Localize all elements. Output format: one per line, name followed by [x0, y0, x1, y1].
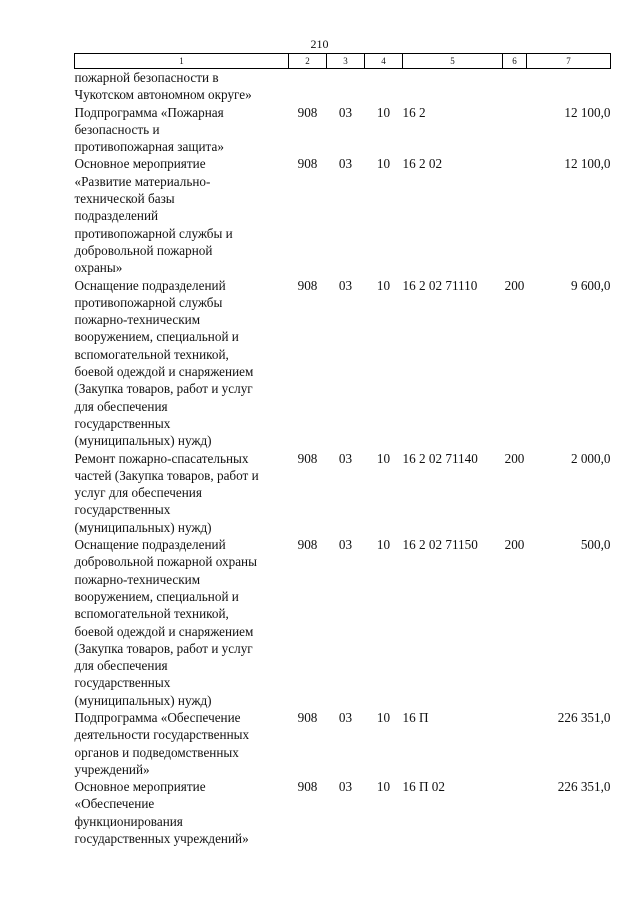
description-line: пожарной безопасности в [74, 70, 219, 85]
table-row [75, 536, 611, 709]
description-line: вспомогательной техникой, [74, 346, 229, 362]
description-line: охраны» [74, 260, 123, 276]
row-description [75, 536, 289, 709]
row-description [75, 104, 289, 156]
row-subsection-code: 10 [376, 537, 391, 553]
row-description [75, 277, 289, 450]
row-amount: 226 351,0 [557, 709, 611, 725]
column-header-6: 6 [503, 54, 527, 69]
description-line: органов и подведомственных [74, 744, 239, 760]
description-line: услуг для обеспечения [74, 485, 202, 501]
row-ministry-code: 908 [297, 779, 318, 795]
column-header-2: 2 [289, 54, 327, 69]
column-number-row [75, 54, 611, 69]
row-section-code: 03 [338, 709, 353, 725]
table-row [75, 69, 611, 104]
description-line: пожарно-техническим [74, 571, 201, 587]
row-ministry-code: 908 [297, 709, 318, 725]
row-subsection-code: 10 [376, 450, 391, 466]
row-expense-type: 200 [504, 277, 525, 293]
row-amount: 226 351,0 [557, 779, 611, 795]
row-description [75, 155, 289, 276]
table-row [75, 709, 611, 778]
description-line: Подпрограмма «Пожарная [74, 104, 224, 120]
row-subsection-code [365, 69, 403, 104]
description-line: добровольной пожарной [74, 242, 213, 258]
description-line: учреждений» [74, 761, 150, 777]
row-expense-type [503, 709, 527, 778]
description-line: «Развитие материально- [74, 173, 211, 189]
description-line: деятельности государственных [74, 727, 250, 743]
row-target-article [403, 69, 503, 104]
row-expense-type [503, 778, 527, 847]
row-section-code: 03 [338, 779, 353, 795]
table-row [75, 277, 611, 450]
description-line: технической базы [74, 191, 175, 207]
table-body [75, 69, 611, 848]
description-line: добровольной пожарной охраны [74, 554, 257, 570]
description-line: (муниципальных) нужд) [74, 519, 212, 535]
row-amount: 12 100,0 [564, 156, 611, 172]
row-target-article: 16 2 [402, 104, 426, 120]
description-line: вооружением, специальной и [74, 329, 239, 345]
row-ministry-code [289, 69, 327, 104]
row-ministry-code: 908 [297, 277, 318, 293]
table-row [75, 104, 611, 156]
row-target-article: 16 П [402, 709, 429, 725]
row-section-code: 03 [338, 104, 353, 120]
description-line: государственных учреждений» [74, 831, 249, 847]
description-line: (муниципальных) нужд) [74, 433, 212, 449]
row-subsection-code: 10 [376, 779, 391, 795]
description-line: Оснащение подразделений [74, 537, 226, 553]
row-expense-type [503, 104, 527, 156]
row-subsection-code: 10 [376, 709, 391, 725]
row-amount: 2 000,0 [570, 450, 611, 466]
row-section-code: 03 [338, 537, 353, 553]
description-line: противопожарная защита» [74, 139, 224, 155]
description-line: Подпрограмма «Обеспечение [74, 709, 241, 725]
description-line: боевой одеждой и снаряжением [74, 623, 254, 639]
row-description [75, 778, 289, 847]
row-ministry-code: 908 [297, 156, 318, 172]
description-line: «Обеспечение [74, 796, 155, 812]
table-row [75, 155, 611, 276]
row-amount: 9 600,0 [570, 277, 611, 293]
description-line: вооружением, специальной и [74, 588, 239, 604]
description-line: Чукотском автономном округе» [74, 87, 252, 103]
row-section-code: 03 [338, 156, 353, 172]
description-line: государственных [74, 675, 171, 691]
row-expense-type: 200 [504, 450, 525, 466]
row-subsection-code: 10 [376, 104, 391, 120]
row-section-code: 03 [338, 277, 353, 293]
description-line: функционирования [74, 813, 183, 829]
row-subsection-code: 10 [376, 277, 391, 293]
description-line: (Закупка товаров, работ и услуг [74, 640, 253, 656]
column-header-5: 5 [403, 54, 503, 69]
description-line: для обеспечения [74, 398, 168, 414]
description-line: противопожарной службы и [74, 225, 233, 241]
description-line: частей (Закупка товаров, работ и [74, 467, 259, 483]
row-ministry-code: 908 [297, 450, 318, 466]
row-description [75, 450, 289, 536]
description-line: государственных [74, 415, 171, 431]
description-line: Основное мероприятие [74, 779, 206, 795]
description-line: подразделений [74, 208, 159, 224]
description-line: Оснащение подразделений [74, 277, 226, 293]
description-line: противопожарной службы [74, 294, 223, 310]
row-amount: 500,0 [580, 537, 611, 553]
row-ministry-code: 908 [297, 537, 318, 553]
budget-table [74, 53, 611, 847]
column-header-3: 3 [327, 54, 365, 69]
row-amount: 12 100,0 [564, 104, 611, 120]
page-number: 210 [310, 37, 329, 51]
description-line: безопасность и [74, 121, 160, 137]
row-ministry-code: 908 [297, 104, 318, 120]
description-line: государственных [74, 502, 171, 518]
column-header-1: 1 [75, 54, 289, 69]
row-target-article: 16 П 02 [402, 779, 445, 795]
table-header [75, 54, 611, 69]
description-line: вспомогательной техникой, [74, 606, 229, 622]
table-row [75, 778, 611, 847]
table-row [75, 450, 611, 536]
row-target-article: 16 2 02 71140 [402, 450, 478, 466]
row-description [75, 709, 289, 778]
row-expense-type [503, 69, 527, 104]
row-section-code [327, 69, 365, 104]
description-line: пожарно-техническим [74, 312, 201, 328]
column-header-7: 7 [527, 54, 611, 69]
row-target-article: 16 2 02 [402, 156, 443, 172]
column-header-4: 4 [365, 54, 403, 69]
row-description [75, 69, 289, 104]
row-expense-type [503, 155, 527, 276]
row-amount [527, 69, 611, 104]
row-section-code: 03 [338, 450, 353, 466]
description-line: Ремонт пожарно-спасательных [74, 450, 249, 466]
description-line: боевой одеждой и снаряжением [74, 364, 254, 380]
description-line: для обеспечения [74, 658, 168, 674]
row-target-article: 16 2 02 71110 [402, 277, 478, 293]
description-line: (муниципальных) нужд) [74, 692, 212, 708]
description-line: (Закупка товаров, работ и услуг [74, 381, 253, 397]
row-target-article: 16 2 02 71150 [402, 537, 478, 553]
description-line: Основное мероприятие [74, 156, 206, 172]
row-subsection-code: 10 [376, 156, 391, 172]
row-expense-type: 200 [504, 537, 525, 553]
